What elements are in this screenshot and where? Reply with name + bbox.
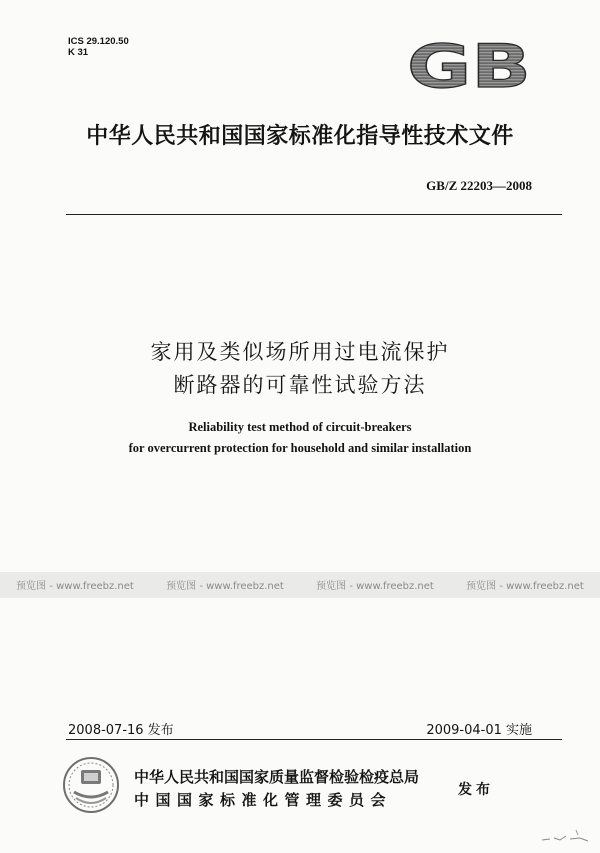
agency-title: 中华人民共和国国家标准化指导性技术文件 <box>86 124 514 149</box>
standard-number: GB/Z 22203—2008 <box>426 178 532 193</box>
ccs-code: K 31 <box>68 47 89 58</box>
implementation-date: 2009-04-01 实施 <box>426 723 532 738</box>
issuer-aqsiq: 中华人民共和国国家质量监督检验检疫总局 <box>134 768 420 786</box>
ics-code: ICS 29.120.50 <box>68 36 129 47</box>
header-divider <box>66 214 562 215</box>
watermark-segment: 预览图 - www.freebz.net <box>466 581 584 592</box>
scan-artifact <box>540 826 590 846</box>
issue-label: 发布 <box>458 782 494 798</box>
watermark <box>0 577 600 592</box>
watermark-segment: 预览图 - www.freebz.net <box>166 581 284 592</box>
watermark-segment: 预览图 - www.freebz.net <box>316 581 434 592</box>
issue-date: 2008-07-16 发布 <box>68 723 174 738</box>
issuer-sac: 中国国家标准化管理委员会 <box>134 791 393 809</box>
title-en-line-2: for overcurrent protection for household and similar installation <box>128 441 472 455</box>
footer-divider <box>66 739 562 740</box>
title-cn-line-1: 家用及类似场所用过电流保护 <box>150 340 450 364</box>
gb-logo-text: GB <box>407 40 531 92</box>
classification-codes <box>68 36 129 58</box>
title-cn-line-2: 断路器的可靠性试验方法 <box>173 373 427 397</box>
watermark-segment: 预览图 - www.freebz.net <box>16 581 134 592</box>
title-en-line-1: Reliability test method of circuit-breakers <box>188 420 412 434</box>
gb-logo <box>405 40 533 92</box>
official-seal <box>62 756 120 814</box>
